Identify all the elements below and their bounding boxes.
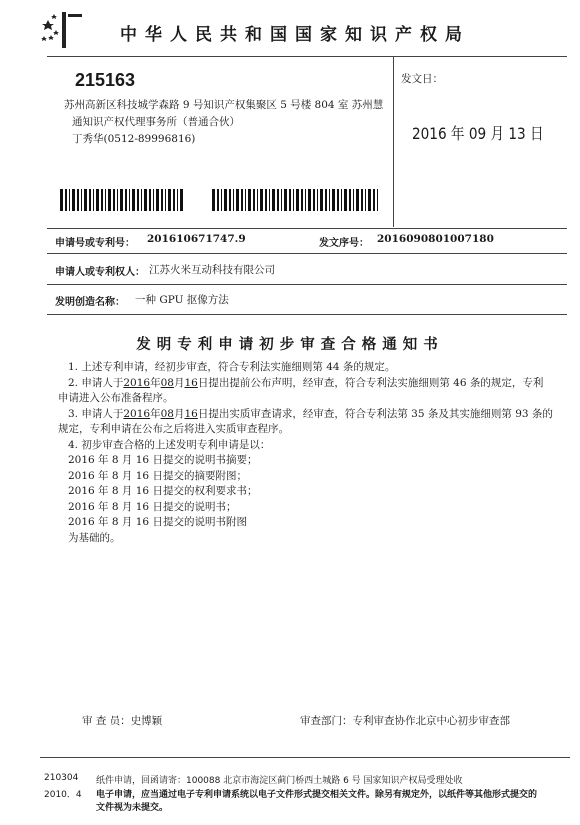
item-3: 3. 申请人于2016年08月16日提出实质审查请求，经审查，符合专利法第 35 条及其实施细则第 93 条的 xyxy=(68,407,553,420)
invention-label: 发明创造名称： xyxy=(55,297,125,308)
applicant-row xyxy=(47,254,567,285)
form-version: 2010．4 xyxy=(44,790,82,800)
application-no: 201610671747.9 xyxy=(147,233,246,245)
postcode: 215163 xyxy=(75,70,136,90)
department-label: 审查部门： xyxy=(300,715,353,727)
footer-line-1: 纸件申请，回函请寄：100088 北京市海淀区蓟门桥西土城路 6 号 国家知识产权局受理处收 xyxy=(96,776,463,786)
footer-line-3: 文件视为未提交。 xyxy=(96,803,169,813)
examiner-name: 史博颖 xyxy=(130,715,163,727)
address-line-1: 苏州高新区科技城学森路 9 号知识产权集聚区 5 号楼 804 室 苏州慧 xyxy=(64,99,384,111)
department xyxy=(300,713,510,728)
examiner-label: 审 查 员： xyxy=(82,715,131,727)
invention-name: 一种 GPU 抠像方法 xyxy=(135,294,229,306)
contact: 丁秀华(0512-89996816) xyxy=(72,133,196,145)
send-date-label: 发文日： xyxy=(401,73,443,85)
application-no-label: 申请号或专利号： xyxy=(55,238,135,249)
notice-title: 发明专利申请初步审查合格通知书 xyxy=(136,337,444,353)
item-4: 4. 初步审查合格的上述发明专利申请是以： xyxy=(68,438,271,451)
footer-divider xyxy=(40,757,570,758)
barcode-left xyxy=(60,189,184,211)
footer-line-2: 电子申请，应当通过电子专利申请系统以电子文件形式提交相关文件。除另有规定外，以纸件等其他形式提交的 xyxy=(96,790,538,800)
doc-item: 2016 年 8 月 16 日提交的说明书； xyxy=(68,500,237,513)
doc-item: 2016 年 8 月 16 日提交的权利要求书； xyxy=(68,485,258,497)
closing: 为基础的。 xyxy=(68,531,121,544)
application-row xyxy=(47,227,567,254)
serial-no: 2016090801007180 xyxy=(377,233,494,245)
item-1: 1. 上述专利申请，经初步审查，符合专利法实施细则第 44 条的规定。 xyxy=(68,361,396,373)
header-divider xyxy=(393,57,394,227)
item-2: 2. 申请人于2016年08月16日提出提前公布声明，经审查，符合专利法实施细则第 46 条的规定，专利 xyxy=(68,376,544,389)
address-line-2: 通知识产权代理事务所（普通合伙） xyxy=(72,116,240,128)
serial-no-label: 发文序号： xyxy=(319,238,369,249)
sipo-logo-icon xyxy=(38,10,88,52)
invention-row xyxy=(47,285,567,315)
applicant-label: 申请人或专利权人： xyxy=(55,267,145,278)
form-code: 210304 xyxy=(44,773,79,783)
barcode-right xyxy=(212,189,380,211)
doc-item: 2016 年 8 月 16 日提交的摘要附图； xyxy=(68,469,247,482)
applicant: 江苏火米互动科技有限公司 xyxy=(149,264,275,276)
notice-body xyxy=(58,360,568,546)
department-name: 专利审查协作北京中心初步审查部 xyxy=(352,715,510,727)
send-date: 2016 年 09 月 13 日 xyxy=(412,124,544,143)
item-3-cont: 规定，专利申请在公布之后将进入实质审查程序。 xyxy=(58,423,289,435)
examiner xyxy=(82,713,162,728)
item-2-cont: 申请进入公布准备程序。 xyxy=(58,392,174,404)
doc-item: 2016 年 8 月 16 日提交的说明书附图 xyxy=(68,516,247,528)
doc-item: 2016 年 8 月 16 日提交的说明书摘要； xyxy=(68,454,258,466)
recipient-address xyxy=(64,97,384,148)
org-name: 中华人民共和国国家知识产权局 xyxy=(120,25,470,45)
